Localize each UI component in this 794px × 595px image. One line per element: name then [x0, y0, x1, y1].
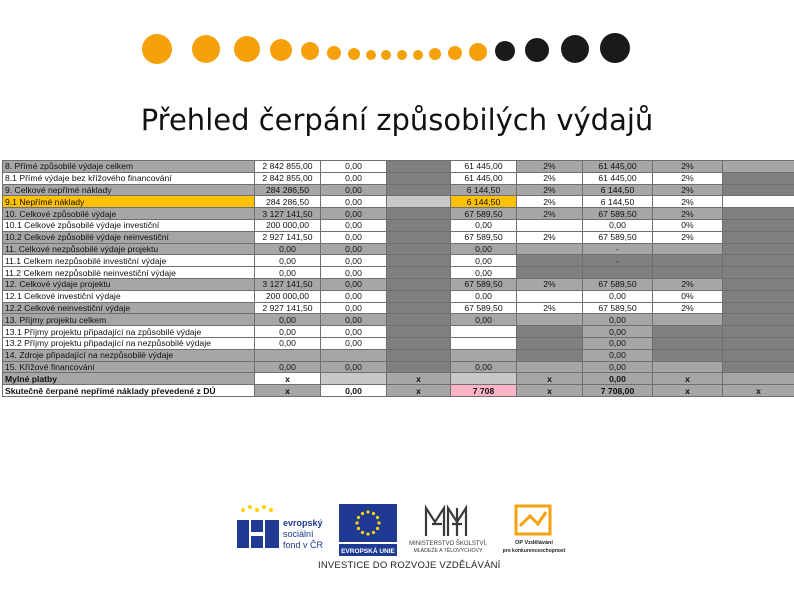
msmt-line-1: MINISTERSTVO ŠKOLSTVÍ, — [409, 541, 487, 547]
value-cell: 0,00 — [451, 290, 517, 302]
black-dot — [495, 41, 515, 61]
value-cell — [387, 361, 451, 373]
value-cell: 2 842 855,00 — [255, 172, 321, 184]
value-cell: 2% — [517, 184, 583, 196]
orange-dot — [429, 48, 441, 60]
value-cell: 2% — [517, 302, 583, 314]
value-cell: x — [653, 385, 723, 397]
value-cell: 0,00 — [321, 219, 387, 231]
value-cell: 0,00 — [451, 361, 517, 373]
value-cell — [583, 267, 653, 279]
table-row — [3, 385, 794, 397]
value-cell — [517, 326, 583, 338]
value-cell: 0,00 — [321, 290, 387, 302]
value-cell: 67 589,50 — [583, 302, 653, 314]
orange-dot — [448, 46, 462, 60]
value-cell: 2% — [653, 302, 723, 314]
table-row — [3, 361, 794, 373]
table-row — [3, 267, 794, 279]
value-cell — [723, 337, 794, 349]
value-cell: 0% — [653, 219, 723, 231]
value-cell: 0,00 — [321, 172, 387, 184]
value-cell — [255, 349, 321, 361]
value-cell — [653, 326, 723, 338]
value-cell — [387, 290, 451, 302]
value-cell: 67 589,50 — [451, 302, 517, 314]
table-row — [3, 373, 794, 385]
row-label-cell: 15. Křížové financování — [3, 361, 255, 373]
value-cell: - — [583, 243, 653, 255]
row-label-cell: 10. Celkové způsobilé výdaje — [3, 208, 255, 220]
value-cell — [387, 243, 451, 255]
value-cell — [517, 349, 583, 361]
eu-star — [377, 521, 380, 524]
esf-logo — [234, 502, 332, 556]
value-cell: 0,00 — [321, 314, 387, 326]
orange-dot — [301, 42, 319, 60]
table-row — [3, 161, 794, 173]
value-cell — [387, 302, 451, 314]
value-cell — [723, 267, 794, 279]
value-cell — [653, 349, 723, 361]
black-dot — [525, 38, 549, 62]
value-cell: 0,00 — [321, 267, 387, 279]
value-cell: 0,00 — [255, 255, 321, 267]
row-label-cell: 12.1 Celkové investiční výdaje — [3, 290, 255, 302]
value-cell — [723, 314, 794, 326]
msmt-logo — [402, 502, 494, 556]
row-label-cell: 13.1 Příjmy projektu připadající na způsobilé výdaje — [3, 326, 255, 338]
esf-line-1: evropský — [283, 518, 323, 528]
orange-dot — [234, 36, 260, 62]
value-cell: 6 144,50 — [451, 184, 517, 196]
value-cell: 0,00 — [583, 361, 653, 373]
value-cell — [387, 172, 451, 184]
value-cell — [517, 219, 583, 231]
value-cell: 0,00 — [321, 208, 387, 220]
value-cell — [723, 196, 794, 208]
row-label-cell: 9. Celkové nepřímé náklady — [3, 184, 255, 196]
eu-flag-logo — [337, 504, 399, 556]
msmt-line-2: MLÁDEŽE A TĚLOVÝCHOVY — [413, 548, 483, 554]
table-row — [3, 196, 794, 208]
value-cell — [723, 219, 794, 231]
row-label-cell: 11.2 Celkem nezpůsobilé neinvestiční výdaje — [3, 267, 255, 279]
value-cell — [723, 278, 794, 290]
black-dot — [600, 33, 630, 63]
value-cell — [321, 349, 387, 361]
value-cell — [517, 255, 583, 267]
value-cell — [387, 314, 451, 326]
value-cell: x — [387, 373, 451, 385]
orange-dot — [348, 48, 360, 60]
value-cell — [451, 373, 517, 385]
row-label-cell: 14. Zdroje připadající na nezpůsobilé výdaje — [3, 349, 255, 361]
value-cell: x — [517, 373, 583, 385]
value-cell — [387, 161, 451, 173]
logo-tagline: INVESTICE DO ROZVOJE VZDĚLÁVÁNÍ — [318, 560, 501, 571]
orange-dot — [413, 50, 423, 60]
row-label-cell: 13. Příjmy projektu celkem — [3, 314, 255, 326]
value-cell: 0,00 — [451, 219, 517, 231]
value-cell — [653, 255, 723, 267]
table-row — [3, 326, 794, 338]
value-cell: 0,00 — [255, 314, 321, 326]
value-cell: 200 000,00 — [255, 290, 321, 302]
row-label-cell: Skutečně čerpané nepřímé náklady převedené z DÚ — [3, 385, 255, 397]
esf-line-2: sociální — [283, 529, 314, 539]
eu-star — [376, 516, 379, 519]
value-cell: 0,00 — [321, 255, 387, 267]
value-cell: 61 445,00 — [583, 172, 653, 184]
value-cell: 0,00 — [451, 314, 517, 326]
value-cell: 0,00 — [255, 326, 321, 338]
value-cell: x — [517, 385, 583, 397]
value-cell — [387, 231, 451, 243]
value-cell: 0,00 — [321, 243, 387, 255]
value-cell: 2% — [653, 196, 723, 208]
value-cell — [723, 161, 794, 173]
value-cell: 2% — [517, 208, 583, 220]
value-cell: 2% — [653, 278, 723, 290]
value-cell — [653, 314, 723, 326]
value-cell: 3 127 141,50 — [255, 208, 321, 220]
value-cell: 0,00 — [321, 196, 387, 208]
eu-star — [372, 531, 375, 534]
table-row — [3, 184, 794, 196]
orange-dot — [381, 50, 391, 60]
value-cell: 0,00 — [321, 326, 387, 338]
eu-star — [357, 516, 360, 519]
value-cell: 0% — [653, 290, 723, 302]
value-cell — [723, 373, 794, 385]
value-cell: 0,00 — [321, 161, 387, 173]
value-cell: 0,00 — [255, 361, 321, 373]
value-cell — [723, 243, 794, 255]
value-cell: 0,00 — [451, 255, 517, 267]
row-label-cell: 12. Celkové výdaje projektu — [3, 278, 255, 290]
eu-star — [376, 527, 379, 530]
value-cell: x — [255, 385, 321, 397]
black-dot — [561, 35, 589, 63]
value-cell — [723, 172, 794, 184]
value-cell: 0,00 — [321, 231, 387, 243]
value-cell — [451, 326, 517, 338]
value-cell — [517, 290, 583, 302]
value-cell — [387, 208, 451, 220]
row-label-cell: Mylné platby — [3, 373, 255, 385]
row-label-cell: 9.1 Nepřímé náklady — [3, 196, 255, 208]
value-cell — [723, 326, 794, 338]
table-row — [3, 219, 794, 231]
value-cell: 6 144,50 — [583, 196, 653, 208]
value-cell — [723, 290, 794, 302]
value-cell: 2% — [653, 161, 723, 173]
value-cell: x — [653, 373, 723, 385]
value-cell: 0,00 — [451, 243, 517, 255]
table-row — [3, 255, 794, 267]
value-cell — [387, 278, 451, 290]
value-cell: x — [255, 373, 321, 385]
value-cell: 61 445,00 — [583, 161, 653, 173]
value-cell: 0,00 — [321, 337, 387, 349]
eu-star — [357, 527, 360, 530]
op-line-1: OP Vzdělávání — [515, 540, 553, 546]
value-cell: 0,00 — [583, 314, 653, 326]
value-cell: 2% — [517, 278, 583, 290]
esf-line-3: fond v ČR — [283, 540, 324, 550]
orange-dot — [270, 39, 292, 61]
op-vk-logo — [498, 502, 574, 556]
value-cell: - — [583, 255, 653, 267]
value-cell: 0,00 — [583, 349, 653, 361]
value-cell — [653, 243, 723, 255]
table-row — [3, 208, 794, 220]
value-cell: 2% — [517, 231, 583, 243]
page-title: Přehled čerpání způsobilých výdajů — [140, 103, 654, 137]
value-cell: 67 589,50 — [451, 208, 517, 220]
value-cell: 2 927 141,50 — [255, 231, 321, 243]
value-cell — [387, 196, 451, 208]
row-label-cell: 8.1 Přímé výdaje bez křížového financování — [3, 172, 255, 184]
value-cell: 67 589,50 — [583, 231, 653, 243]
value-cell: 6 144,50 — [583, 184, 653, 196]
value-cell: 2% — [653, 184, 723, 196]
value-cell — [517, 243, 583, 255]
value-cell — [451, 349, 517, 361]
value-cell: 3 127 141,50 — [255, 278, 321, 290]
table-row — [3, 243, 794, 255]
value-cell: 2% — [653, 231, 723, 243]
value-cell: 0,00 — [583, 337, 653, 349]
decorative-dots — [140, 32, 630, 72]
row-label-cell: 10.1 Celkové způsobilé výdaje investiční — [3, 219, 255, 231]
eu-star — [366, 532, 369, 535]
table-row — [3, 337, 794, 349]
value-cell — [517, 267, 583, 279]
value-cell: 0,00 — [583, 219, 653, 231]
value-cell — [451, 337, 517, 349]
table-row — [3, 302, 794, 314]
row-label-cell: 10.2 Celkové způsobilé výdaje neinvestiční — [3, 231, 255, 243]
value-cell: 67 589,50 — [583, 208, 653, 220]
value-cell — [653, 337, 723, 349]
value-cell — [387, 219, 451, 231]
table-row — [3, 314, 794, 326]
value-cell — [387, 184, 451, 196]
value-cell: 0,00 — [451, 267, 517, 279]
value-cell — [321, 373, 387, 385]
logo-strip — [234, 500, 574, 575]
orange-dot — [192, 35, 220, 63]
value-cell — [517, 314, 583, 326]
value-cell: x — [387, 385, 451, 397]
value-cell: 0,00 — [321, 385, 387, 397]
value-cell — [653, 267, 723, 279]
orange-dot — [397, 50, 407, 60]
row-label-cell: 8. Přímé způsobilé výdaje celkem — [3, 161, 255, 173]
value-cell — [723, 231, 794, 243]
value-cell — [387, 267, 451, 279]
op-line-2: pro konkurenceschopnost — [502, 548, 566, 554]
value-cell: 0,00 — [255, 267, 321, 279]
row-label-cell: 11.1 Celkem nezpůsobilé investiční výdaje — [3, 255, 255, 267]
value-cell: 6 144,50 — [451, 196, 517, 208]
value-cell — [723, 361, 794, 373]
table-row — [3, 278, 794, 290]
value-cell — [723, 349, 794, 361]
value-cell: 0,00 — [255, 337, 321, 349]
value-cell: 2 842 855,00 — [255, 161, 321, 173]
eu-star — [372, 512, 375, 515]
value-cell: 2% — [517, 161, 583, 173]
row-label-cell: 13.2 Příjmy projektu připadající na nezpůsobilé výdaje — [3, 337, 255, 349]
table-row — [3, 172, 794, 184]
value-cell — [653, 361, 723, 373]
value-cell: 67 589,50 — [451, 231, 517, 243]
value-cell — [387, 255, 451, 267]
value-cell — [517, 361, 583, 373]
value-cell: 2% — [653, 172, 723, 184]
value-cell — [517, 337, 583, 349]
value-cell — [387, 349, 451, 361]
value-cell: 7 708 — [451, 385, 517, 397]
orange-dot — [469, 43, 487, 61]
value-cell: 0,00 — [583, 373, 653, 385]
value-cell — [387, 326, 451, 338]
orange-dot — [366, 50, 376, 60]
value-cell: 2% — [517, 196, 583, 208]
value-cell: 0,00 — [583, 326, 653, 338]
value-cell: 61 445,00 — [451, 172, 517, 184]
value-cell — [723, 302, 794, 314]
value-cell — [723, 184, 794, 196]
value-cell: 284 286,50 — [255, 184, 321, 196]
value-cell: 0,00 — [321, 278, 387, 290]
value-cell: 67 589,50 — [451, 278, 517, 290]
table-row — [3, 349, 794, 361]
value-cell — [723, 255, 794, 267]
eu-star — [361, 531, 364, 534]
table-row — [3, 231, 794, 243]
value-cell: 200 000,00 — [255, 219, 321, 231]
value-cell: 2% — [517, 172, 583, 184]
expenditure-table — [2, 160, 794, 397]
value-cell: 0,00 — [321, 302, 387, 314]
value-cell: 2 927 141,50 — [255, 302, 321, 314]
eu-label: EVROPSKÁ UNIE — [341, 548, 395, 555]
value-cell: 67 589,50 — [583, 278, 653, 290]
table-row — [3, 290, 794, 302]
value-cell: 2% — [653, 208, 723, 220]
value-cell: 61 445,00 — [451, 161, 517, 173]
orange-dot — [142, 34, 172, 64]
eu-star — [355, 521, 358, 524]
value-cell — [387, 337, 451, 349]
value-cell: 0,00 — [583, 290, 653, 302]
row-label-cell: 12.2 Celkové neinvestiční výdaje — [3, 302, 255, 314]
value-cell: x — [723, 385, 794, 397]
value-cell — [723, 208, 794, 220]
orange-dot — [327, 46, 341, 60]
value-cell: 0,00 — [255, 243, 321, 255]
value-cell: 284 286,50 — [255, 196, 321, 208]
value-cell: 7 708,00 — [583, 385, 653, 397]
value-cell: 0,00 — [321, 184, 387, 196]
eu-star — [366, 510, 369, 513]
value-cell: 0,00 — [321, 361, 387, 373]
row-label-cell: 11. Celkové nezpůsobilé výdaje projektu — [3, 243, 255, 255]
eu-star — [361, 512, 364, 515]
